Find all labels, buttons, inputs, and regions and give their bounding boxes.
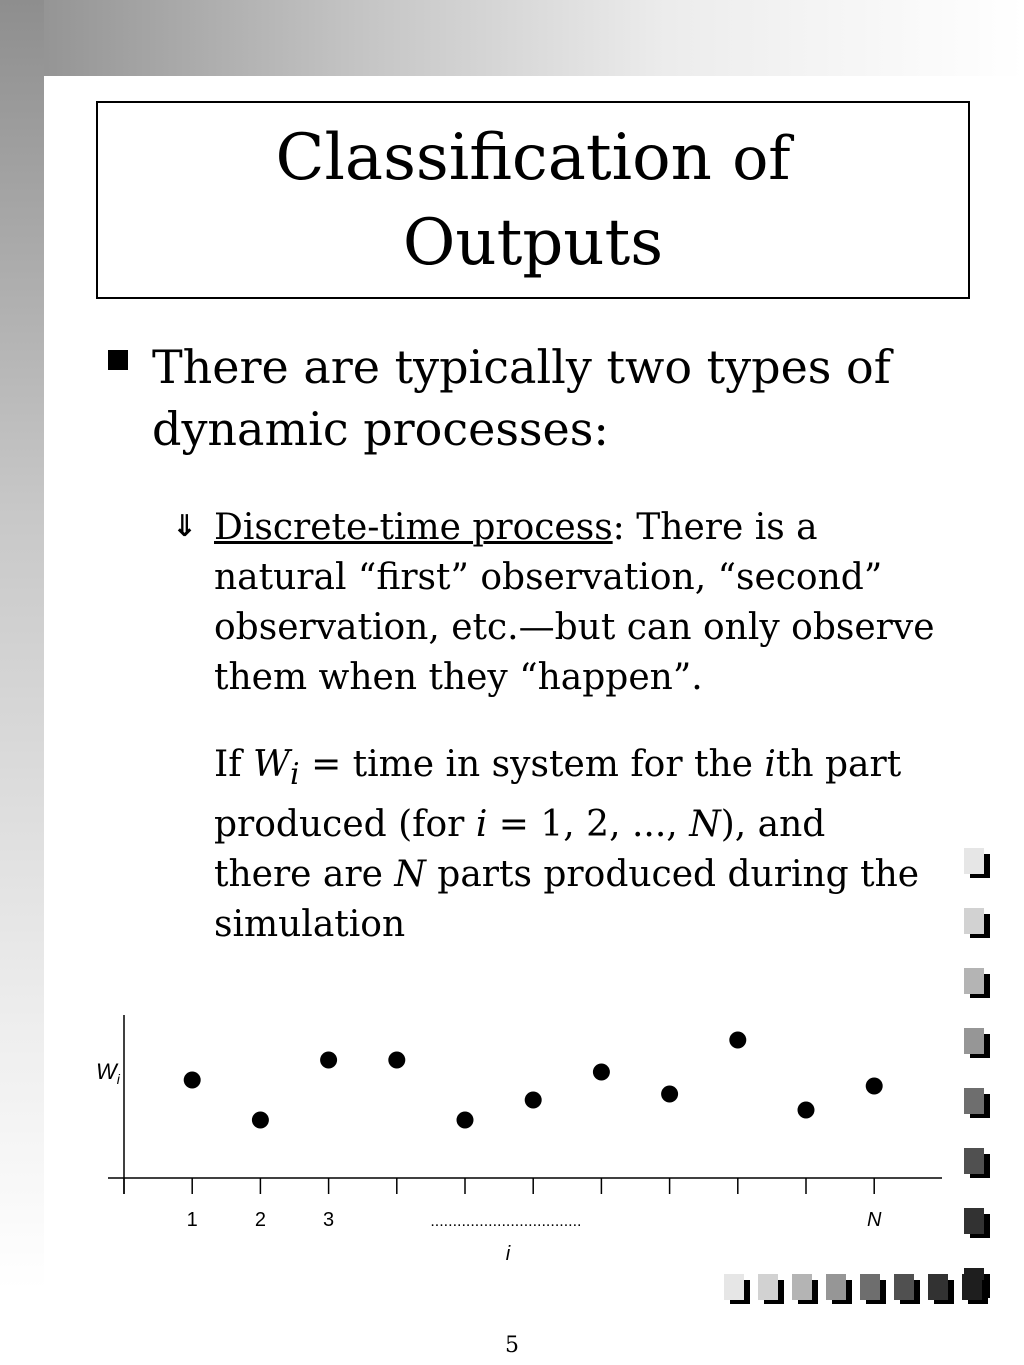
decorative-square [964, 1148, 984, 1174]
x-tick-label: N [866, 1209, 882, 1231]
page-number: 5 [505, 1333, 519, 1358]
x-tick-label: 2 [254, 1209, 266, 1231]
title-word-of: of [732, 123, 791, 194]
data-point [184, 1072, 201, 1089]
var-i: i [475, 804, 488, 846]
decorative-square [928, 1274, 948, 1300]
title-word-main: Classification [275, 120, 712, 195]
y-axis-label [96, 1059, 121, 1087]
data-point [729, 1032, 746, 1049]
decorative-square [964, 908, 984, 934]
var-w: W [253, 744, 291, 785]
y-axis-label-main: W [96, 1059, 117, 1084]
data-point [252, 1112, 269, 1129]
data-point [525, 1092, 542, 1109]
title-line-1 [275, 116, 790, 201]
para-text: th part produced (for [214, 744, 902, 846]
decorative-square [826, 1274, 846, 1300]
var-i: i [764, 744, 776, 785]
decorative-square [964, 848, 984, 874]
sub-bullet-description: : There is a natural “first” observation, “second” observation, etc.—but can only observe them when they “happen”. [214, 507, 935, 698]
decorative-square-row [724, 1272, 994, 1316]
decorative-square [792, 1274, 812, 1300]
decorative-square [894, 1274, 914, 1300]
data-point [388, 1052, 405, 1069]
bullet-main-text: There are typically two types of dynamic processes: [152, 340, 891, 456]
data-point [457, 1112, 474, 1129]
var-n: N [689, 804, 721, 846]
title-line-2: Outputs [402, 205, 664, 280]
title-box [96, 101, 970, 299]
scatter-chart [90, 1005, 950, 1265]
term-discrete-time: Discrete-time process [214, 507, 613, 548]
definition-paragraph [214, 740, 934, 950]
x-tick-label: .................................. [430, 1213, 582, 1230]
data-point [593, 1064, 610, 1081]
data-point [798, 1102, 815, 1119]
var-n: N [394, 854, 426, 896]
para-text: ), and there are [214, 804, 826, 896]
para-text: If [214, 744, 253, 785]
data-point [866, 1078, 883, 1095]
top-gradient-band [0, 0, 1024, 76]
decorative-square [860, 1274, 880, 1300]
x-tick-label: 3 [323, 1209, 335, 1231]
x-tick-label: 1 [186, 1209, 198, 1231]
data-point [320, 1052, 337, 1069]
x-axis-label: i [505, 1243, 511, 1265]
decorative-square [962, 1274, 982, 1300]
left-gradient-band [0, 0, 44, 1290]
decorative-square [964, 1028, 984, 1054]
decorative-square [758, 1274, 778, 1300]
var-w-subscript: i [290, 757, 300, 793]
decorative-square [964, 968, 984, 994]
decorative-square [724, 1274, 744, 1300]
para-text: parts produced during the simulation [214, 854, 920, 946]
para-text: = time in system for the [299, 744, 765, 785]
decorative-square [964, 1208, 984, 1234]
data-point [661, 1086, 678, 1103]
square-bullet-icon [108, 350, 128, 370]
decorative-square-column [962, 848, 992, 1268]
sub-bullet-text [214, 503, 954, 703]
y-axis-label-sub: i [116, 1071, 120, 1087]
para-text: = 1, 2, ..., [487, 804, 690, 846]
decorative-square [964, 1088, 984, 1114]
arrow-down-bullet-icon: ⇓ [172, 509, 198, 544]
